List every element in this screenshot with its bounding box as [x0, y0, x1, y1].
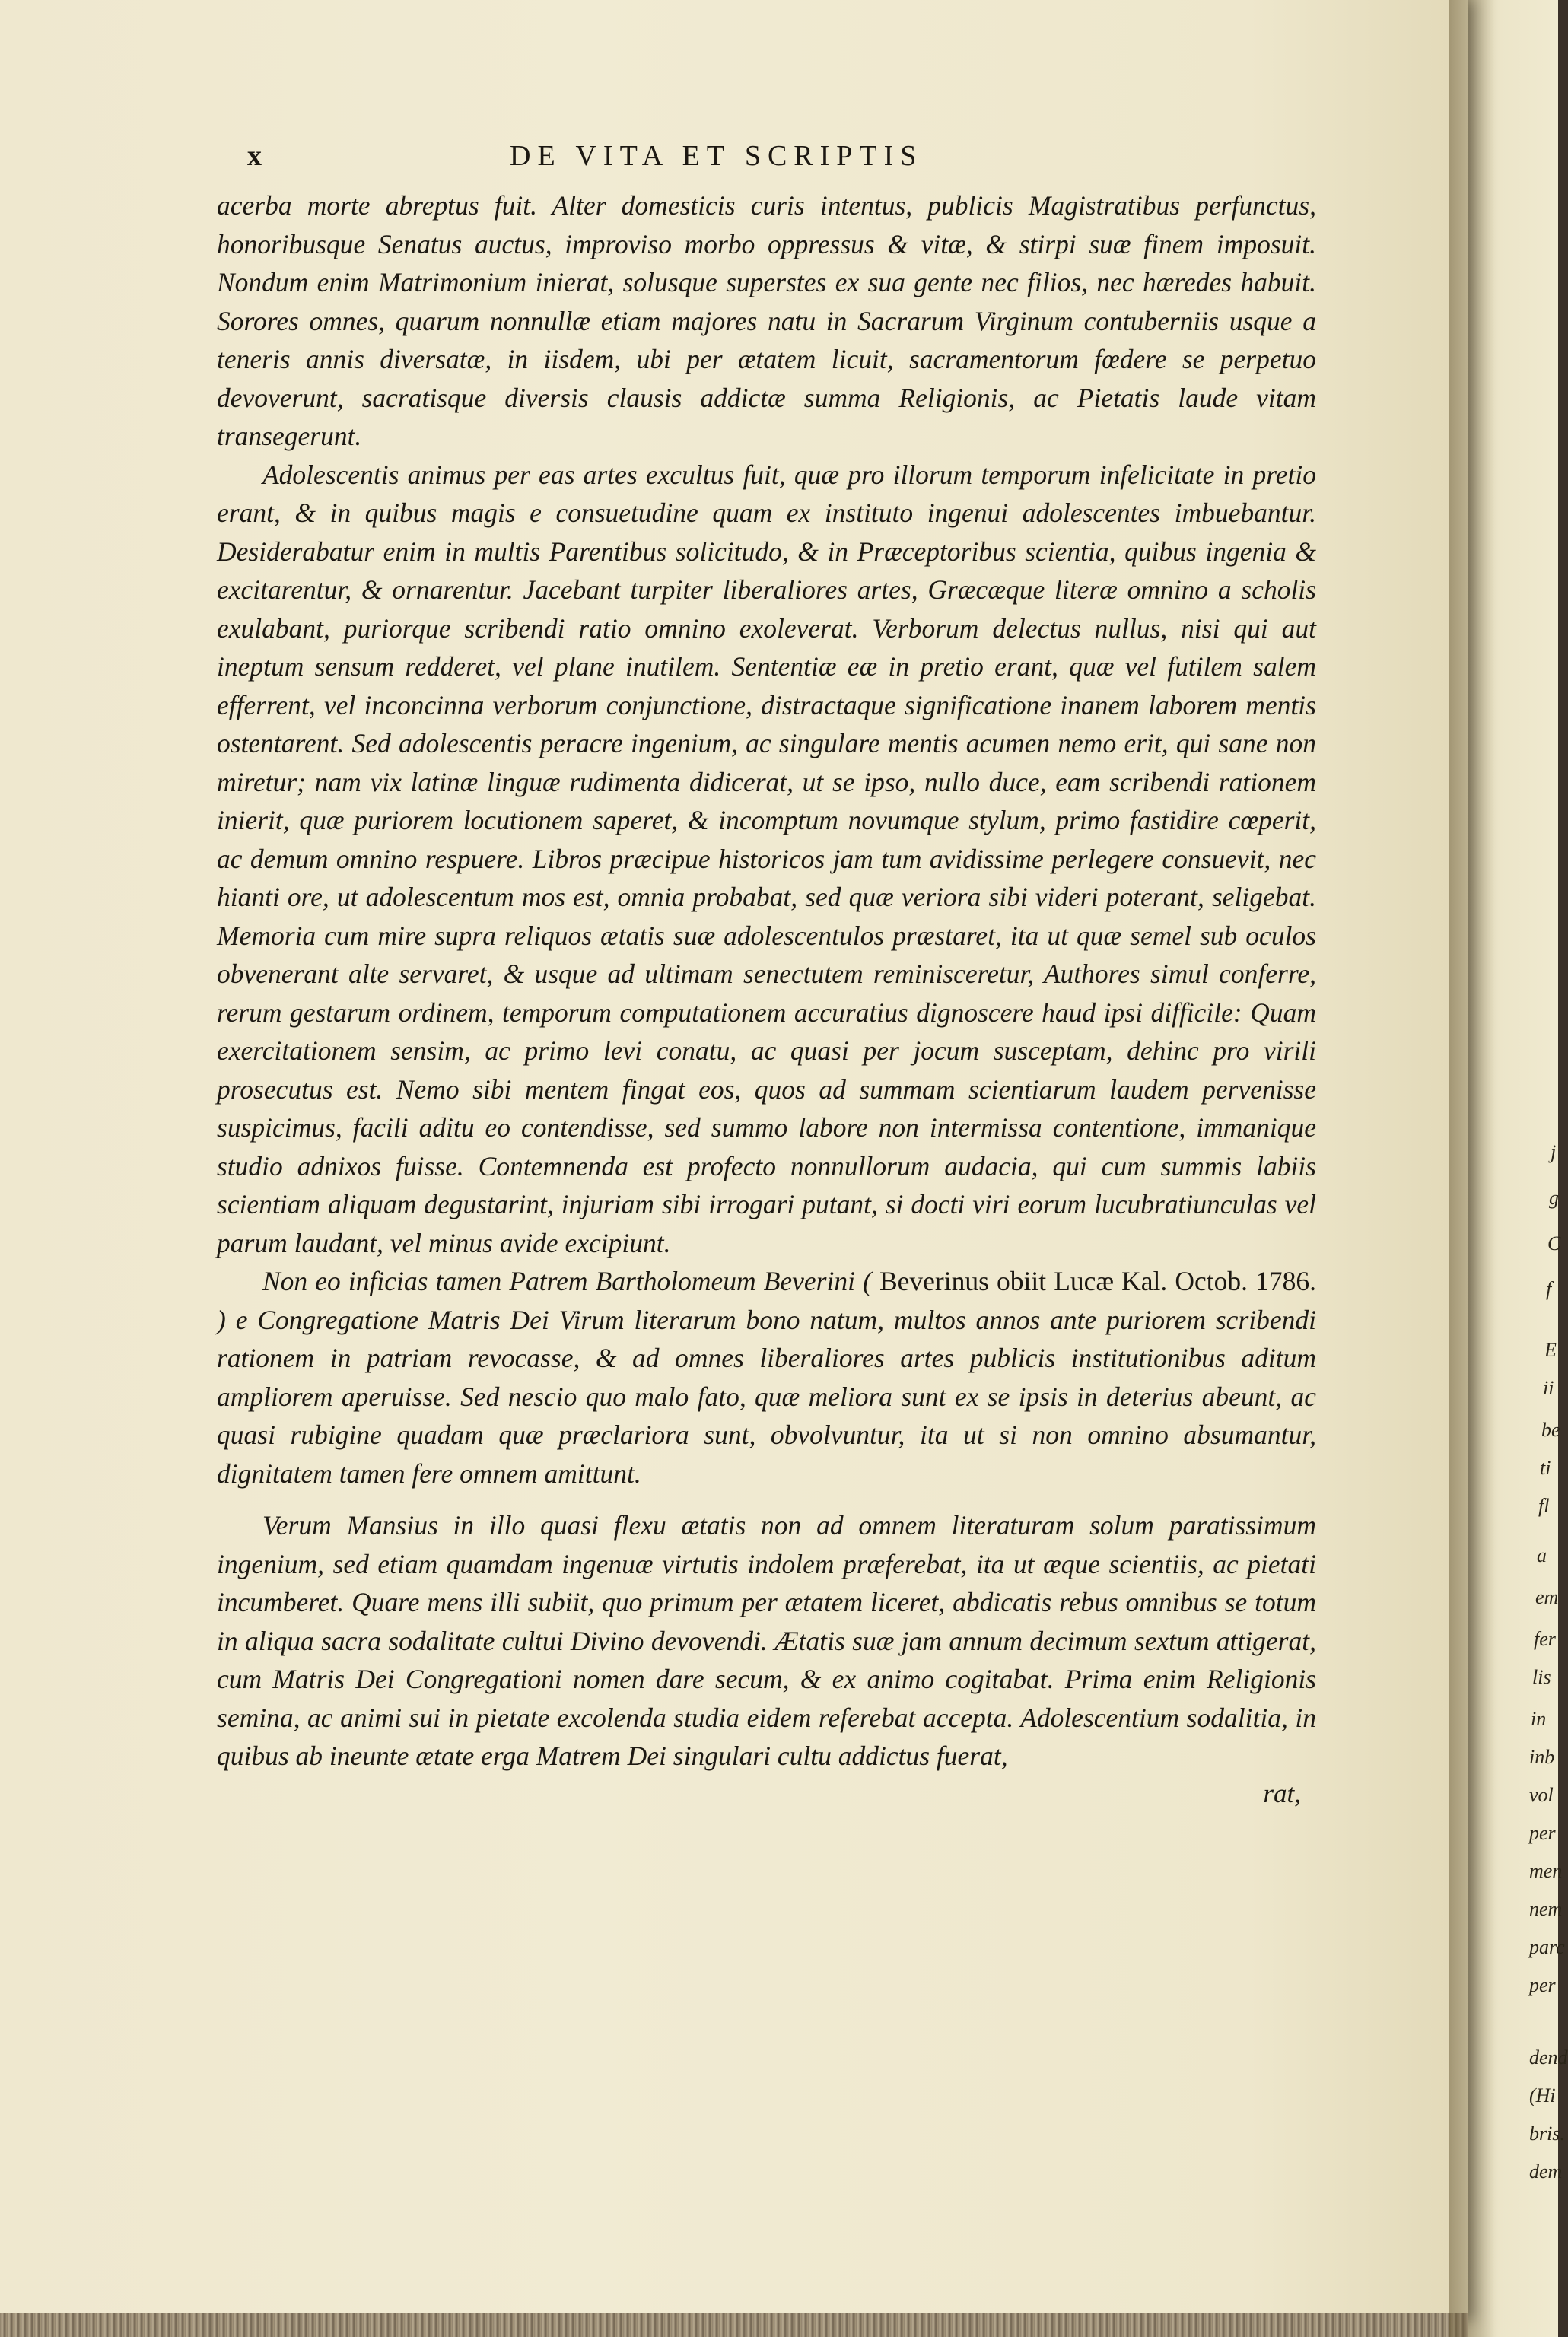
facing-fragment: E — [1544, 1339, 1557, 1361]
page-gutter-shadow — [1449, 0, 1495, 2337]
parenthetical-note: Beverinus obiit Lucæ Kal. Octob. 1786. — [879, 1266, 1316, 1296]
facing-fragment: dem — [1529, 2161, 1563, 2183]
facing-fragment: a — [1537, 1544, 1547, 1566]
facing-fragment: f — [1546, 1278, 1552, 1300]
facing-fragment: fl — [1538, 1495, 1550, 1517]
paragraph: acerba morte abreptus fuit. Alter domesticis curis intentus, publicis Magistratibus perfunctus, honoribusque Senatus auctus, improviso morbo oppressus & vitæ, & stirpi suæ finem imposuit. Nondum enim Matrimonium inierat, solusque superstes ex sua gente nec filios, nec hæredes habuit. Sorores omnes, quarum nonnullæ etiam majores natu in Sacrarum Virginum contuberniis usque a teneris annis diversatæ, in iisdem, ubi per ætatem licuit, sacramentorum fœdere se perpetuo devoverunt, sacratisque diversis clausis addictæ summa Religionis, ac Pietatis laude vitam transegerunt. — [217, 190, 1316, 451]
facing-fragment: be — [1541, 1419, 1560, 1441]
paragraph: Adolescentis animus per eas artes excultus fuit, quæ pro illorum temporum infelicitate in pretio erant, & in quibus magis e consuetudine quam ex instituto ingenui adolescentes imbuebantur. Desiderabatur enim in multis Parentibus solicitudo, & in Præceptoribus scientia, quibus ingenia & excitarentur, & ornarentur. Jacebant turpiter liberaliores artes, Græcæque literæ omnino a scholis exulabant, puriorque scribendi ratio omnino exoleverat. Verborum delectus nullus, nisi qui aut ineptum sensum redderet, vel plane inutilem. Sententiæ eæ in pretio erant, quæ vel futilem salem efferrent, vel inconcinna verborum conjunctione, distractaque significatione inanem laborem mentis ostentarent. Sed adolescentis peracre ingenium, ac singulare mentis acumen nemo erit, qui sane non miretur; nam vix latinæ linguæ rudimenta didicerat, ut se ipso, nullo duce, eam scribendi rationem inierit, quæ puriorem locutionem saperet, & incomptum novumque stylum, primo fastidire cœperit, ac demum omnino respuere. Libros præcipue historicos jam tum avidissime perlegere consuevit, nec hianti ore, ut adolescentum mos est, omnia probabat, sed quæ veriora sibi videri poterant, seligebat. Memoria cum mire supra reliquos ætatis suæ adolescentulos præstaret, ita ut quæ semel sub oculos obvenerant alte servaret, & usque ad ultimam senectutem reminisceretur, Authores simul conferre, rerum gestarum ordinem, temporum computationem accuratius dignoscere haud ipsi difficile: Quam exercitationem sensim, ac primo levi conatu, ac quasi per jocum susceptam, dehinc pro virili prosecutus est. Nemo sibi mentem fingat eos, quos ad summam scientiarum laudem pervenisse suspicimus, facili aditu eo contendisse, sed summo labore non intermissa contentione, immanique studio adnixos fuisse. Contemnenda est profecto nonnullorum audacia, qui cum summis labiis scientiam aliquam degustarint, injuriam sibi irrogari putant, si docti viri eorum lucubratiunculas vel parum laudant, vel minus avide excipiunt. — [217, 459, 1316, 1258]
facing-fragment: nem — [1529, 1898, 1563, 1920]
facing-fragment: dend — [1529, 2046, 1568, 2068]
facing-fragment: C — [1547, 1232, 1561, 1254]
page-bottom-edge — [0, 2313, 1468, 2337]
paragraph: Verum Mansius in illo quasi flexu ætatis non ad omnem literaturam solum paratissimum ingenium, sed etiam quamdam ingenuæ virtutis indolem præferebat, ita ut æque scientiis, ac pietati incumberet. Quare mens illi subiit, quo primum per ætatem liceret, abdicatis rebus omnibus se totum in aliqua sacra sodalitate cultui Divino devovendi. Ætatis suæ jam annum decimum sextum attigerat, cum Matris Dei Congregationi nomen dare secum, & ex animo cogitabat. Prima enim Religionis semina, ac animi sui in pietate excolenda studia eidem referebat accepta. Adolescentium sodalitia, in quibus ab ineunte ætate erga Matrem Dei singulari cultu addictus fuerat, — [217, 1510, 1316, 1771]
facing-fragment: g — [1549, 1187, 1559, 1209]
facing-fragment: (Hi — [1529, 2084, 1556, 2106]
running-title: DE VITA ET SCRIPTIS — [510, 140, 924, 172]
facing-fragment: men — [1529, 1860, 1563, 1882]
paragraph — [217, 1262, 1316, 1493]
facing-fragment: bris. — [1529, 2122, 1565, 2145]
text-block — [205, 133, 1316, 2248]
facing-fragment: j — [1551, 1141, 1557, 1163]
facing-fragment: per — [1529, 1822, 1556, 1844]
paragraph-text: Non eo inficias tamen Patrem Bartholomeum Beverini ( — [262, 1266, 879, 1296]
page-number: x — [247, 140, 263, 172]
running-header — [205, 133, 1316, 186]
facing-fragment: fer — [1534, 1628, 1556, 1650]
body-text — [205, 186, 1316, 1776]
facing-fragment: ii — [1543, 1377, 1554, 1399]
facing-fragment: inb — [1529, 1746, 1555, 1768]
facing-fragment: in — [1531, 1708, 1547, 1730]
facing-fragment: parc — [1529, 1936, 1565, 1958]
facing-fragment: ti — [1540, 1457, 1551, 1479]
facing-fragment: per — [1529, 1974, 1556, 1996]
paragraph-text: ) e Congregatione Matris Dei Virum literarum bono natum, multos annos ante puriorem scribendi rationem in patriam revocasse, & ad omnes liberaliores artes publicis institutionibus aditum ampliorem aperuisse. Sed nescio quo malo fato, quæ meliora sunt ex se ipsis in deterius abeunt, ac quasi rubigine quadam quæ præclariora sunt, obvolvuntur, ita ut si non omnino absumantur, dignitatem tamen fere omnem amittunt. — [217, 1304, 1316, 1489]
facing-fragment: vol — [1529, 1784, 1554, 1806]
facing-fragment: lis — [1532, 1666, 1551, 1688]
facing-fragment: em — [1535, 1586, 1559, 1608]
catchword: rat, — [1263, 1778, 1301, 1808]
